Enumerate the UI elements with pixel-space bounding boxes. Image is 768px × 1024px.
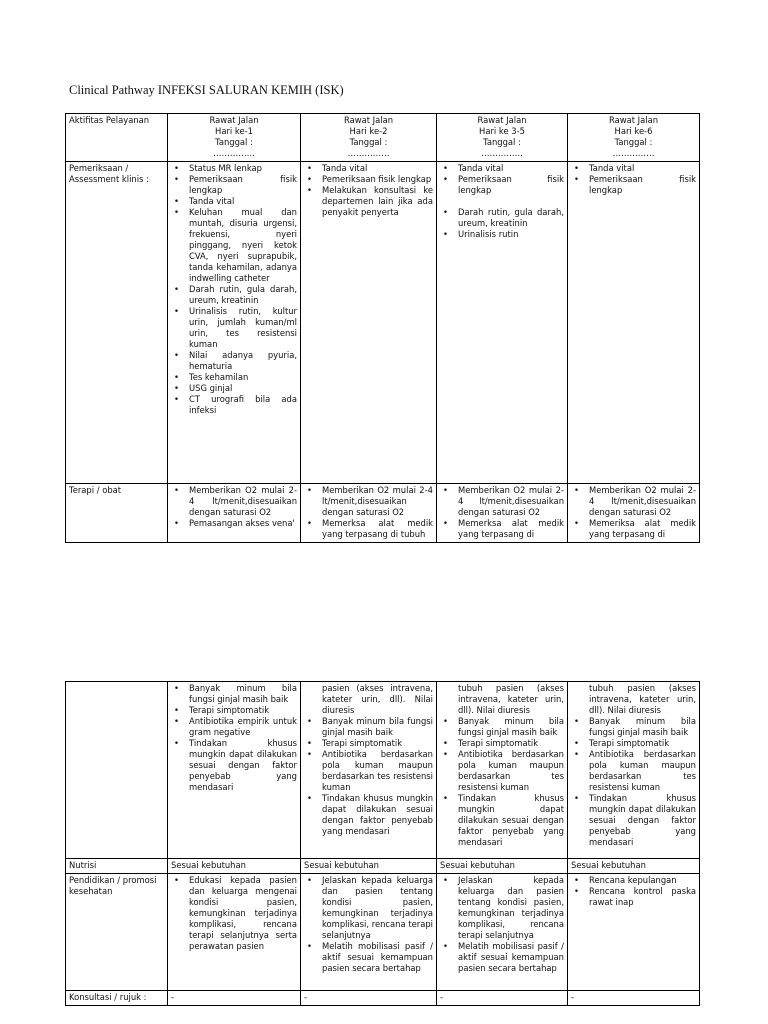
list-item: • Terapi simptomatik (458, 738, 564, 749)
list-item: • Darah rutin, gula darah, ureum, kreatinin (189, 284, 297, 306)
bullet-list (304, 875, 433, 974)
continued-text: pasien (akses intravena, kateter urin, dll). Nilai diuresis (322, 683, 433, 715)
list-item: • Rencana kepulangan (589, 875, 696, 886)
day-3-5-header: Rawat Jalan Hari ke 3-5 Tanggal : …………… (437, 114, 568, 162)
list-item: • Antibiotika berdasarkan pola kuman maupun berdasarkan tes resistensi kuman (322, 749, 433, 793)
list-item: • Memberikan O2 mulai 2-4 lt/menit,disesuaikan dengan saturasi O2 (589, 485, 696, 518)
list-item: • Tes kehamilan (189, 372, 297, 383)
consultation-day-6: - (568, 991, 700, 1006)
consultation-row (66, 991, 700, 1006)
bullet-list (571, 716, 696, 848)
pathway-table-page-2 (65, 681, 700, 1006)
list-item: • Terapi simptomatik (189, 705, 297, 716)
list-item: • Antibiotika empirik untuk gram negative (189, 716, 297, 738)
list-item: • Pemeriksaan fisik lengkap (589, 174, 696, 196)
list-item: • Tanda vital (458, 163, 564, 174)
list-item: • Tanda vital (189, 196, 297, 207)
consultation-label: Konsultasi / rujuk : (66, 991, 168, 1006)
nutrition-day-1: Sesuai kebutuhan (168, 859, 301, 874)
education-day-3-5 (437, 874, 568, 991)
bullet-list (571, 875, 696, 908)
bullet-list (440, 716, 564, 848)
bullet-list (440, 207, 564, 240)
therapy-continued-label (66, 682, 168, 859)
assessment-day-1 (168, 162, 301, 484)
list-item: • Melatih mobilisasi pasif / aktif sesuai kemampuan pasien secara bertahap (458, 941, 564, 974)
consultation-day-2: - (301, 991, 437, 1006)
list-item: • Banyak minum bila fungsi ginjal masih baik (458, 716, 564, 738)
list-item: • Banyak minum bila fungsi ginjal masih baik (589, 716, 696, 738)
bullet-list (440, 875, 564, 974)
therapy-continued-day-2 (301, 682, 437, 859)
consultation-day-1: - (168, 991, 301, 1006)
therapy-day-1 (168, 484, 301, 543)
pathway-table-page-1 (65, 113, 700, 543)
bullet-list (304, 163, 433, 218)
list-item: • CT urografi bila ada infeksi (189, 394, 297, 416)
list-item: • Melatih mobilisasi pasif / aktif sesuai kemampuan pasien secara bertahap (322, 941, 433, 974)
education-label: Pendidikan / promosi kesehatan (66, 874, 168, 991)
list-item: • Memberikan O2 mulai 2-4 lt/menit,disesuaikan dengan saturasi O2 (189, 485, 297, 518)
therapy-row (66, 484, 700, 543)
list-item: • USG ginjal (189, 383, 297, 394)
list-item: • Urinalisis rutin, kultur urin, jumlah kuman/ml urin, tes resistensi kuman (189, 306, 297, 350)
list-item: • Memerksa alat medik yang terpasang di (458, 518, 564, 540)
bullet-list (171, 683, 297, 793)
bullet-list (171, 163, 297, 416)
education-day-1 (168, 874, 301, 991)
continued-text: tubuh pasien (akses intravena, kateter urin, dll). Nilai diuresis (458, 683, 564, 715)
bullet-list (571, 485, 696, 540)
assessment-day-2 (301, 162, 437, 484)
list-item: • Antibiotika berdasarkan pola kuman maupun berdasarkan tes resistensi kuman (458, 749, 564, 793)
list-item: • Banyak minum bila fungsi ginjal masih baik (322, 716, 433, 738)
nutrition-day-2: Sesuai kebutuhan (301, 859, 437, 874)
list-item: • Status MR lenkap (189, 163, 297, 174)
consultation-day-3-5: - (437, 991, 568, 1006)
assessment-day-6 (568, 162, 700, 484)
day-6-header: Rawat Jalan Hari ke-6 Tanggal : …………… (568, 114, 700, 162)
activity-header: Aktifitas Pelayanan (66, 114, 168, 162)
education-row (66, 874, 700, 991)
list-item: • Tindakan khusus mungkin dapat dilakukan sesuai dengan faktor penyebab yang mendasari (322, 793, 433, 837)
list-item: • Antibiotika berdasarkan pola kuman maupun berdasarkan tes resistensi kuman (589, 749, 696, 793)
list-item: • Memeriksa alat medik yang terpasang di (589, 518, 696, 540)
day-2-header: Rawat Jalan Hari ke-2 Tanggal : …………… (301, 114, 437, 162)
list-item: • Pemeriksaan fisik lengkap (189, 174, 297, 196)
bullet-list (171, 485, 297, 529)
list-item: • Urinalisis rutin (458, 229, 564, 240)
bullet-list (304, 716, 433, 837)
therapy-day-6 (568, 484, 700, 543)
bullet-list (171, 875, 297, 952)
bullet-list (304, 485, 433, 540)
therapy-label: Terapi / obat (66, 484, 168, 543)
therapy-continued-day-1 (168, 682, 301, 859)
nutrition-label: Nutrisi (66, 859, 168, 874)
therapy-day-2 (301, 484, 437, 543)
day-1-header: Rawat Jalan Hari ke-1 Tanggal : …………… (168, 114, 301, 162)
therapy-continued-row (66, 682, 700, 859)
nutrition-day-6: Sesuai kebutuhan (568, 859, 700, 874)
list-item: • Terapi simptomatik (322, 738, 433, 749)
list-item: • Nilai adanya pyuria, hematuria (189, 350, 297, 372)
list-item: • Tanda vital (322, 163, 433, 174)
bullet-list (440, 485, 564, 540)
list-item: • Tanda vital (589, 163, 696, 174)
list-item: • Memberikan O2 mulai 2-4 lt/menit,disesuaikan dengan saturasi O2 (458, 485, 564, 518)
list-item: • Darah rutin, gula darah, ureum, kreatinin (458, 207, 564, 229)
list-item: • Memerksa alat medik yang terpasang di tubuh (322, 518, 433, 540)
list-item: • Pemeriksaan fisik lengkap (322, 174, 433, 185)
page-title: Clinical Pathway INFEKSI SALURAN KEMIH (ISK) (69, 83, 344, 97)
list-item: • Terapi simptomatik (589, 738, 696, 749)
therapy-continued-day-3-5 (437, 682, 568, 859)
header-row (66, 114, 700, 162)
continued-text: tubuh pasien (akses intravena, kateter urin, dll). Nilai diuresis (589, 683, 696, 715)
nutrition-day-3-5: Sesuai kebutuhan (437, 859, 568, 874)
list-item: • Keluhan mual dan muntah, disuria urgensi, frekuensi, nyeri pinggang, nyeri ketok CVA, nyeri suprapubik, tanda kehamilan, adanya indwelling catheter (189, 207, 297, 284)
assessment-day-3-5 (437, 162, 568, 484)
list-item: • Banyak minum bila fungsi ginjal masih baik (189, 683, 297, 705)
education-day-6 (568, 874, 700, 991)
list-item: • Rencana kontrol paska rawat inap (589, 886, 696, 908)
nutrition-row (66, 859, 700, 874)
therapy-continued-day-6 (568, 682, 700, 859)
list-item: • Edukasi kepada pasien dan keluarga mengenai kondisi pasien, kemungkinan terjadinya komplikasi, rencana terapi selanjutnya serta perawatan pasien (189, 875, 297, 952)
list-item: • Memberikan O2 mulai 2-4 lt/menit,disesuaikan dengan saturasi O2 (322, 485, 433, 518)
list-item: • Melakukan konsultasi ke departemen lain jika ada penyakit penyerta (322, 185, 433, 218)
therapy-day-3-5 (437, 484, 568, 543)
list-item: • Tindakan khusus mungkin dapat dilakukan sesuai dengan faktor penyebab yang mendasari (189, 738, 297, 793)
education-day-2 (301, 874, 437, 991)
bullet-list (571, 163, 696, 196)
list-item: • Jelaskan kepada keluarga dan pasien tentang kondisi pasien, kemungkinan terjadinya komplikasi, rencana terapi selanjutnya (322, 875, 433, 941)
assessment-label: Pemeriksaan / Assessment klinis : (66, 162, 168, 484)
list-item: • Jelaskan kepada keluarga dan pasien tentang kondisi pasien, kemungkinan terjadinya komplikasi, rencana terapi selanjutnya (458, 875, 564, 941)
bullet-list (440, 163, 564, 196)
list-item: • Pemasangan akses vena' (189, 518, 297, 529)
list-item: • Tindakan khusus mungkin dapat dilakukan sesuai dengan faktor penyebab yang mendasari (589, 793, 696, 848)
assessment-row (66, 162, 700, 484)
list-item: • Tindakan khusus mungkin dapat dilakukan sesuai dengan faktor penyebab yang mendasari (458, 793, 564, 848)
list-item: • Pemeriksaan fisik lengkap (458, 174, 564, 196)
